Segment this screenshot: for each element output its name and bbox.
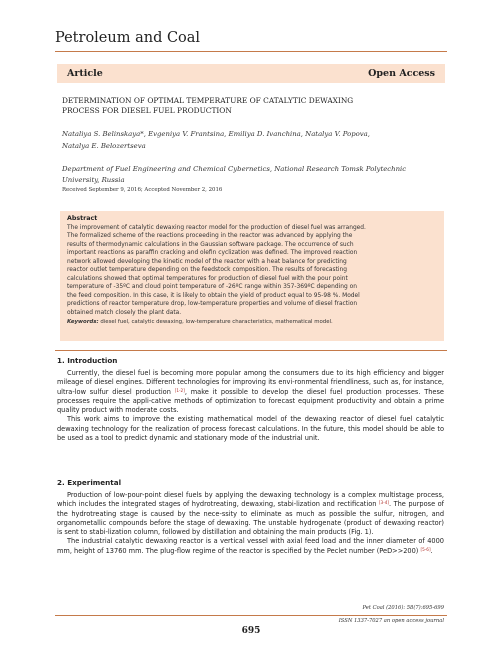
article-banner [57, 64, 445, 83]
citation-text: Pet Coal (2016): 58(7):695-699 [362, 605, 444, 611]
abstract-line: results of thermodynamic calculations in the Gaussian software package. The occurrence of such [67, 241, 354, 248]
keywords [67, 318, 437, 327]
abstract-line: reactor outlet temperature depending on the feedstock composition. The results of forecasting [67, 267, 348, 274]
abstract-line: predictions of reactor temperature drop, low-temperature properties and volume of diesel fraction [67, 301, 358, 308]
abstract-line: The improvement of catalytic dewaxing reactor model for the production of diesel fuel was arranged. [67, 224, 366, 231]
paragraph [57, 491, 444, 537]
abstract-line: network allowed developing the kinetic model of the reactor with a heat balance for predicting [67, 258, 347, 265]
abstract-line: obtained match closely the plant data. [67, 310, 182, 317]
paragraph-text: Currently, the diesel fuel is becoming more popular among the consumers due to its high efficiency and bigger mileage of diesel engines. Different technologies for improving its envi-ronmental friendliness, such as, for instance, ultra-low sulfur diesel production [57, 369, 444, 396]
footer-citation [363, 604, 444, 612]
abstract-line: the feed composition. In this case, it is likely to obtain the yield of product equal to 95-98 %. Model [67, 292, 360, 299]
footer-rule [55, 615, 447, 616]
reference-link[interactable]: [1-2] [174, 387, 185, 393]
authors-line: Nataliya S. Belinskaya*, Evgeniya V. Frantsina, Emiliya D. Ivanchina, Natalya V. Popova, [62, 130, 370, 138]
footer-issn [339, 617, 444, 625]
keywords-text: diesel fuel, catalytic dewaxing, low-temperature characteristics, mathematical model. [100, 318, 333, 325]
reference-link[interactable]: [3-4] [378, 500, 390, 506]
journal-name: Petroleum and Coal [55, 30, 201, 46]
header-rule [55, 51, 447, 52]
abstract-line: The formalized scheme of the reactions proceeding in the reactor was advanced by applying the [67, 233, 353, 240]
paragraph [57, 369, 444, 415]
open-access-label: Open Access [368, 68, 435, 79]
introduction-body [57, 369, 444, 443]
section-heading-introduction: 1. Introduction [57, 356, 118, 365]
paragraph: This work aims to improve the existing mathematical model of the dewaxing reactor of diesel fuel catalytic dewaxing technology for the realization of process forecast calculations. In the future, this model should be able to be used as a tool to predict dynamic and stationary mode of the industrial unit. [57, 415, 444, 443]
issn-text: ISSN 1337-7027 an open access journal [338, 618, 444, 624]
affiliation-line: University, Russia [62, 176, 125, 184]
reference-link[interactable]: [5-6] [420, 546, 431, 552]
title-line: PROCESS FOR DIESEL FUEL PRODUCTION [62, 106, 232, 115]
experimental-body [57, 491, 444, 556]
section-heading-experimental: 2. Experimental [57, 478, 122, 487]
authors-line: Natalya E. Belozertseva [62, 142, 146, 150]
paragraph-text: Production of low-pour-point diesel fuels by applying the dewaxing technology is a complex multistage process, which includes the integrated stages of hydrotreating, dewaxing, stabi-lization and rectification [57, 491, 444, 509]
paragraph-text: The industrial catalytic dewaxing reactor is a vertical vessel with axial feed load and the inner diameter of 4000 mm, height of 13760 mm. The plug-flow regime of the reactor is specified by the Peclet number (PeD>>200) [57, 537, 444, 555]
abstract-line: calculations showed that optimal temperatures for production of diesel fuel with the pour point [67, 275, 348, 282]
article-type-label: Article [67, 68, 103, 79]
title-line: DETERMINATION OF OPTIMAL TEMPERATURE OF CATALYTIC DEWAXING [62, 96, 354, 105]
abstract-heading: Abstract [67, 215, 98, 222]
paragraph-text: , make it possible to develop the diesel fuel production processes. These processes require the appli-cative methods of optimization to forecast equipment productivity and obtain a prime quality product with moderate costs. [57, 387, 444, 415]
abstract-line: temperature of -35ºC and cloud point temperature of -26ºC range within 357-369ºC depending on [67, 284, 357, 291]
keywords-label: Keywords: [67, 318, 99, 325]
paragraph [57, 537, 444, 556]
affiliation [62, 164, 447, 186]
paragraph-text: . [430, 546, 433, 555]
page-number: 695 [241, 626, 261, 636]
paragraph-text: . The purpose of the hydrotreating stage is caused by the nece-ssity to eliminate as much as possible the sulfur, nitrogen, and organometallic compounds before the stage of dewaxing. The unstable hydrogenate (product of dewaxing reactor) is sent to stabi-lization column, followed by distillation and obtaining the main products (Fig. 1). [57, 500, 444, 537]
received-dates: Received September 9, 2016; Accepted November 2, 2016 [62, 187, 223, 193]
affiliation-line: Department of Fuel Engineering and Chemical Cybernetics, National Research Tomsk Polytechnic [62, 165, 407, 173]
abstract-box [60, 211, 444, 341]
author-list [62, 128, 452, 152]
abstract-body [67, 224, 437, 318]
abstract-divider [55, 350, 447, 351]
abstract-line: important reactions as paraffin cracking and olefin cyclization was defined. The improved reaction [67, 250, 358, 257]
paper-title [62, 96, 452, 116]
